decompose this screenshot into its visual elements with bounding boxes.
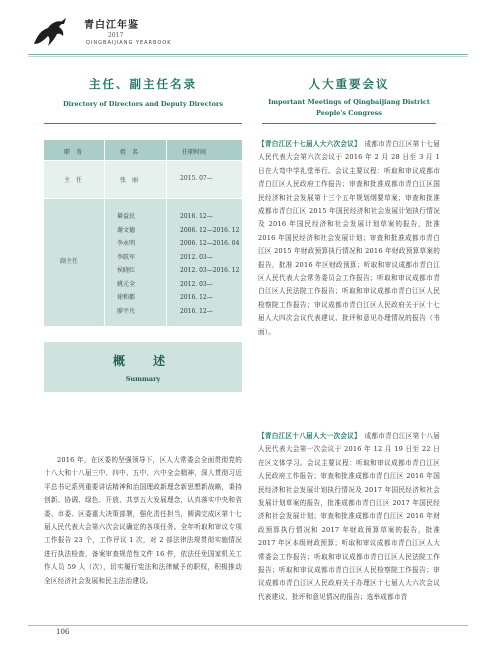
director-role: 主 任 — [64, 177, 83, 184]
table-column-divider — [104, 140, 105, 326]
column-header-role: 职 务 — [64, 149, 83, 156]
meeting-entry — [258, 138, 440, 339]
summary-title-en: Summary — [125, 375, 161, 383]
summary-title-zh: 概 述 — [112, 354, 173, 368]
page-header — [28, 8, 468, 58]
table-header — [44, 140, 242, 160]
deputy-name: 李跃军 — [117, 253, 136, 261]
directors-table — [44, 140, 242, 326]
meeting-entry — [258, 430, 440, 604]
yearbook-year: 2017 — [108, 32, 124, 39]
yearbook-subtitle: QINGBAIJIANG YEARBOOK — [86, 40, 172, 46]
deputy-time: 2006. 12—2016. 12 — [180, 226, 240, 234]
directors-title-en: Directory of Directors and Deputy Directors — [62, 100, 223, 108]
horse-logo-icon — [28, 12, 72, 52]
director-name: 张 丽 — [120, 177, 139, 184]
deputy-name: 李永明 — [117, 240, 136, 247]
deputy-time: 2016. 12— — [180, 213, 213, 220]
deputy-time: 2006. 12—2016. 04 — [180, 240, 240, 247]
meetings-title-en: Important Meetings of Qingbaijiang District People's Congress — [268, 98, 430, 117]
deputy-time: 2012. 03—2016. 12 — [180, 267, 240, 274]
deputy-name: 侯晓红 — [117, 267, 136, 274]
deputy-time: 2012. 03— — [180, 280, 213, 288]
deputy-role: 副主任 — [60, 258, 79, 265]
footer-divider — [28, 625, 468, 626]
summary-heading-box — [44, 342, 242, 392]
column-header-time: 任职时间 — [182, 149, 207, 156]
deputy-names-list — [117, 210, 157, 318]
directors-title-zh: 主任、副主任名录 — [89, 77, 197, 91]
yearbook-title: 青白江年鉴 — [84, 20, 139, 31]
deputy-times-list — [180, 210, 242, 318]
deputy-name: 徐和都 — [117, 294, 136, 301]
table-column-divider — [166, 140, 167, 326]
deputy-time: 2012. 03— — [180, 253, 213, 261]
deputy-name: 綦益民 — [117, 213, 136, 220]
table-row-deputy — [44, 198, 242, 326]
deputy-name: 谢文德 — [117, 226, 136, 234]
meeting-text: 成都市青白江区第十七届人民代表大会第六次会议于 2016 年 2 月 28 日至 3 月 1 日在大弯中学礼堂举行。会议主要议程：听取和审议成都市青白江区人民政府工作报告；审查和批准成都市青白江区国民经济和社会发展第十三个五年规划纲要草案；审查和批准成都市青白江区 2015 年国民经济和社会发展计划执行情况及 2016 年国民经济和社会发展计划草案的报告，批准 2016 年国民经济和社会发展计划；审查和批准成都市青白江区 2015 年财政预算执行情况和 2016 年财政预算草案的报告，批准 2016 年区财政预算；听取和审议成都市青白江区人民代表大会常务委员会工作报告；听取和审议成都市青白江区人民法院工作报告；听取和审议成都市青白江区人民检察院工作报告；审议成都市青白江区人民政府关于区十七届人大四次会议代表建议、批评和意见办理情况的报告（书面）。 — [258, 140, 441, 336]
column-header-name: 姓 名 — [120, 149, 139, 156]
header-divider-secondary — [28, 56, 468, 57]
table-divider — [44, 160, 242, 161]
director-time: 2015. 07— — [180, 175, 213, 182]
meetings-title-zh: 人大重要会议 — [308, 77, 390, 91]
deputy-name: 姚元全 — [117, 280, 136, 288]
summary-paragraph: 2016 年，在区委的坚强领导下，区人大常委会全面贯彻党的十八大和十八届三中、四中、五中、六中全会精神，深入贯彻习近平总书记系列重要讲话精神和治国理政新理念新思想新战略，秉持创新、协调、绿色、开放、共享五大发展理念，认真落实中央和省委、市委、区委重大决策部署，强化责任担当，圆满完成区第十七届人民代表大会第六次会议确定的各项任务。全年听取和审议专项工作报告 23 个，工作评议 1 次，对 2 部法律法规贯彻实施情况进行执法检查，备案审查规范性文件 16 件，依法任免国家机关工作人员 59 人（次），切实履行宪法和法律赋予的职权，积极推动全区经济社会发展和民主法治建设。 — [44, 456, 242, 585]
header-divider — [28, 54, 468, 55]
table-divider — [44, 198, 242, 199]
meeting-tag: 【青白江区十八届人大一次会议】 — [258, 432, 358, 440]
deputy-name: 廖平凡 — [117, 307, 136, 315]
meeting-tag: 【青白江区十七届人大六次会议】 — [258, 140, 358, 148]
page-number: 106 — [56, 628, 70, 636]
deputy-time: 2016. 12— — [180, 307, 213, 315]
deputy-time: 2016. 12— — [180, 294, 213, 301]
table-row-director — [44, 160, 242, 198]
directors-section-title — [44, 76, 242, 124]
meetings-section-title — [262, 76, 436, 124]
meeting-text: 成都市青白江区第十八届人民代表大会第一次会议于 2016 年 12 月 19 日至 22 日在区文体学习。会议主要议程：听取和审议成都市青白江区人民政府工作报告；审查和批准成都市青白江区 2016 年国民经济和社会发展计划执行情况及 2017 年国民经济和社会发展计划草案的报告，批准成都市青白江区 2017 年国民经济和社会发展计划；审查和批准成都市青白江区 2016 年财政预算执行情况和 2017 年财政预算草案的报告，批准 2017 年区本级财政预算；听取和审议成都市青白江区人大常委会工作报告；听取和审议成都市青白江区人民法院工作报告；听取和审议成都市青白江区人民检察院工作报告；审议成都市青白江区人民政府关于办理区十七届人大六次会议代表建议、批评和意见情况的报告；选举成都市青 — [258, 432, 441, 601]
